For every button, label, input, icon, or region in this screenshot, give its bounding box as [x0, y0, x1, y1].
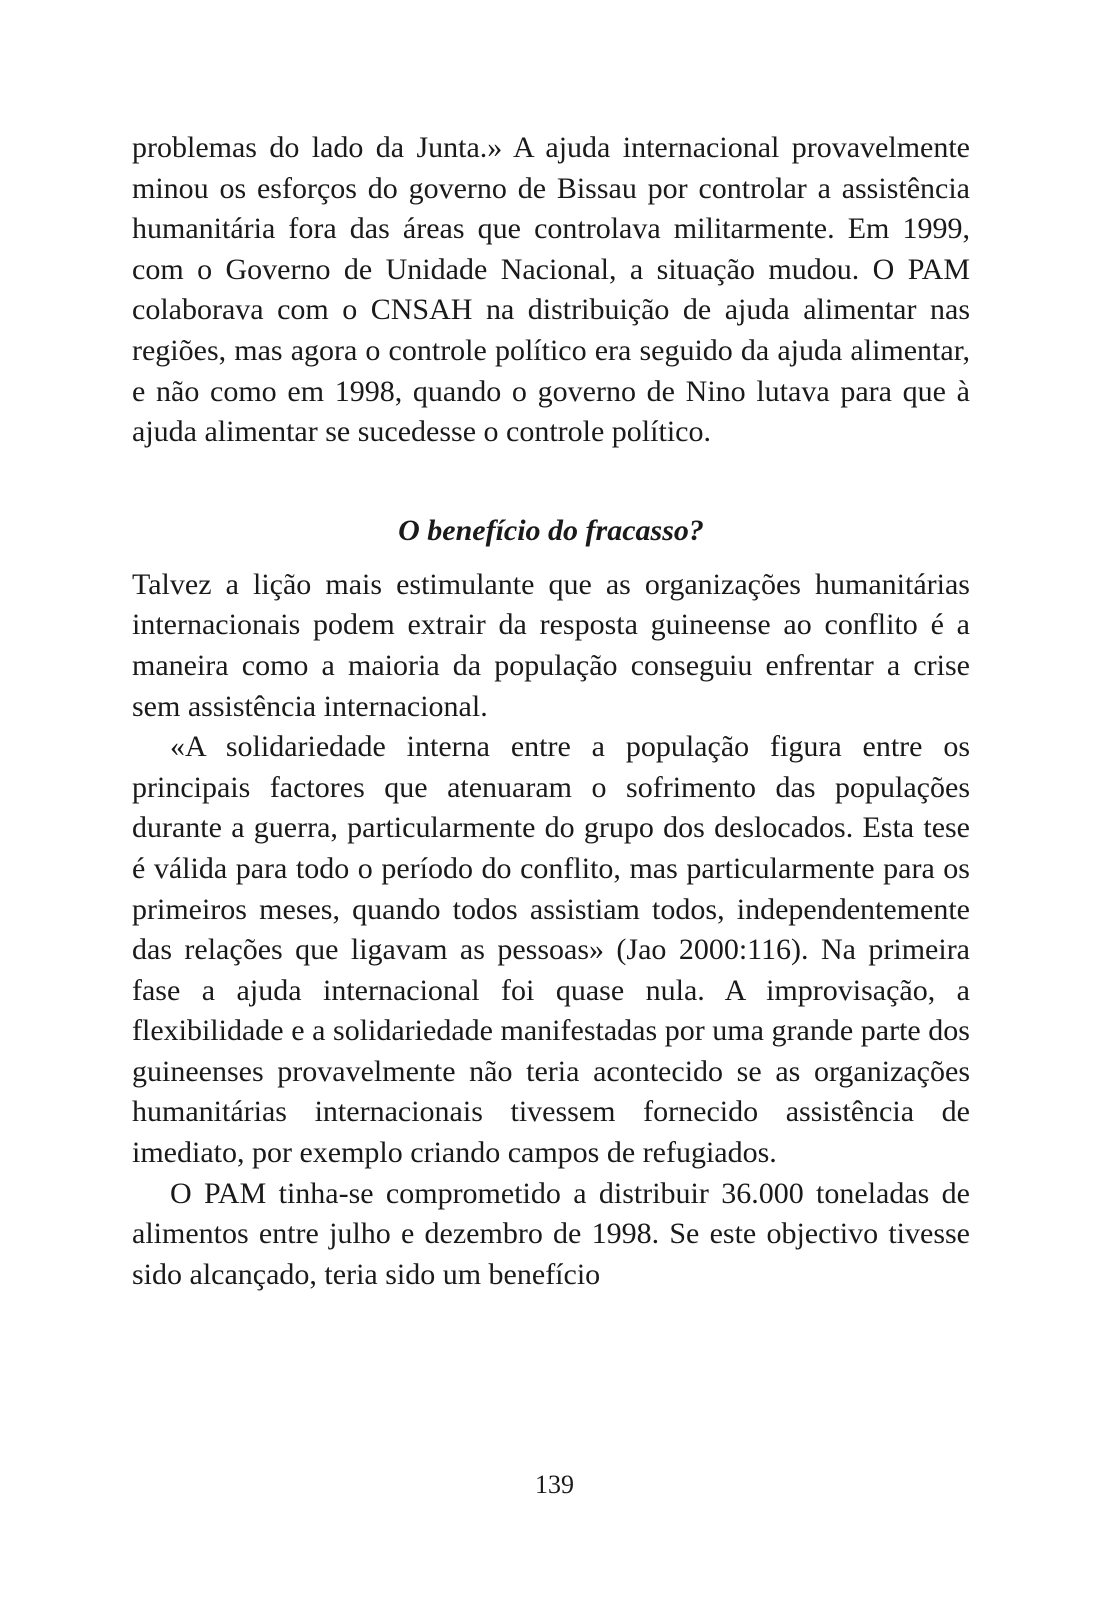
paragraph-1: Talvez a lição mais estimulante que as organizações humanitárias internacionais podem extrair da resposta guineense ao conflito é a maneira como a maioria da população conseguiu enfrentar a crise sem assistência internacional. [132, 567, 970, 723]
section-title: O benefício do fracasso? [398, 513, 704, 547]
paragraph-continuation: problemas do lado da Junta.» A ajuda internacional provavelmente minou os esforços do governo de Bissau por controlar a assistência humanitária fora das áreas que controlava militarmente. Em 1999, com o Governo de Unidade Nacional, a situação mudou. O PAM colaborava com o CNSAH na distribuição de ajuda alimentar nas regiões, mas agora o controle político era seguido da ajuda alimentar, e não como em 1998, quando o governo de Nino lutava para que à ajuda alimentar se sucedesse o controle político. [132, 131, 970, 449]
paragraph-3: O PAM tinha-se comprometido a distribuir 36.000 toneladas de alimentos entre julho e dezembro de 1998. Se este objectivo tivesse sido alcançado, teria sido um benefício [132, 1176, 970, 1291]
paragraph-2: «A solidariedade interna entre a população figura entre os principais factores que atenuaram o sofrimento das populações durante a guerra, particularmente do grupo dos deslocados. Esta tese é válida para todo o período do conflito, mas particularmente para os primeiros meses, quando todos assistiam todos, independentemente das relações que ligavam as pessoas» (Jao 2000:116). Na primeira fase a ajuda internacional foi quase nula. A improvisação, a flexibilidade e a solidariedade manifestadas por uma grande parte dos guineenses provavelmente não teria acontecido se as organizações humanitárias internacionais tivessem fornecido assistência de imediato, por exemplo criando campos de refugiados. [132, 730, 970, 1170]
page-body [132, 128, 970, 1295]
page-number: 139 [535, 1470, 574, 1499]
